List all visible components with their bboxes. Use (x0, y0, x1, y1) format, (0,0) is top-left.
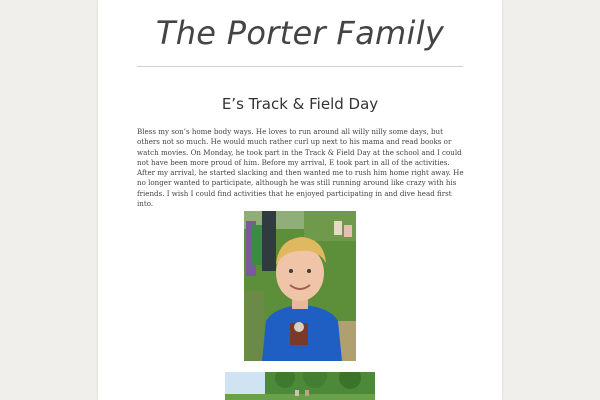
post-title[interactable]: E’s Track & Field Day (221, 95, 379, 113)
page-container (98, 0, 502, 400)
site-title[interactable]: The Porter Family (155, 14, 445, 52)
field-photo-image (225, 372, 375, 400)
post-photo-boy[interactable] (244, 211, 356, 361)
post-body: Bless my son’s home body ways. He loves to run around all willy nilly some days, but others not so much. He would much rather curl up next to his mama and read books or watch movies. On Monday, he took part in the Track & Field Day at the school and I could not have been more proud of him. Before my arrival, E took part in all of the activities. After my arrival, he started slacking and then wanted me to rush him home right away. He no longer wanted to participate, although he was still running around like crazy with his friends. I wish I could find activities that he enjoyed participating in and dive head first into. (137, 127, 464, 209)
post-photo-field[interactable] (225, 372, 375, 400)
header-divider (137, 66, 463, 67)
boy-photo-image (244, 211, 356, 361)
